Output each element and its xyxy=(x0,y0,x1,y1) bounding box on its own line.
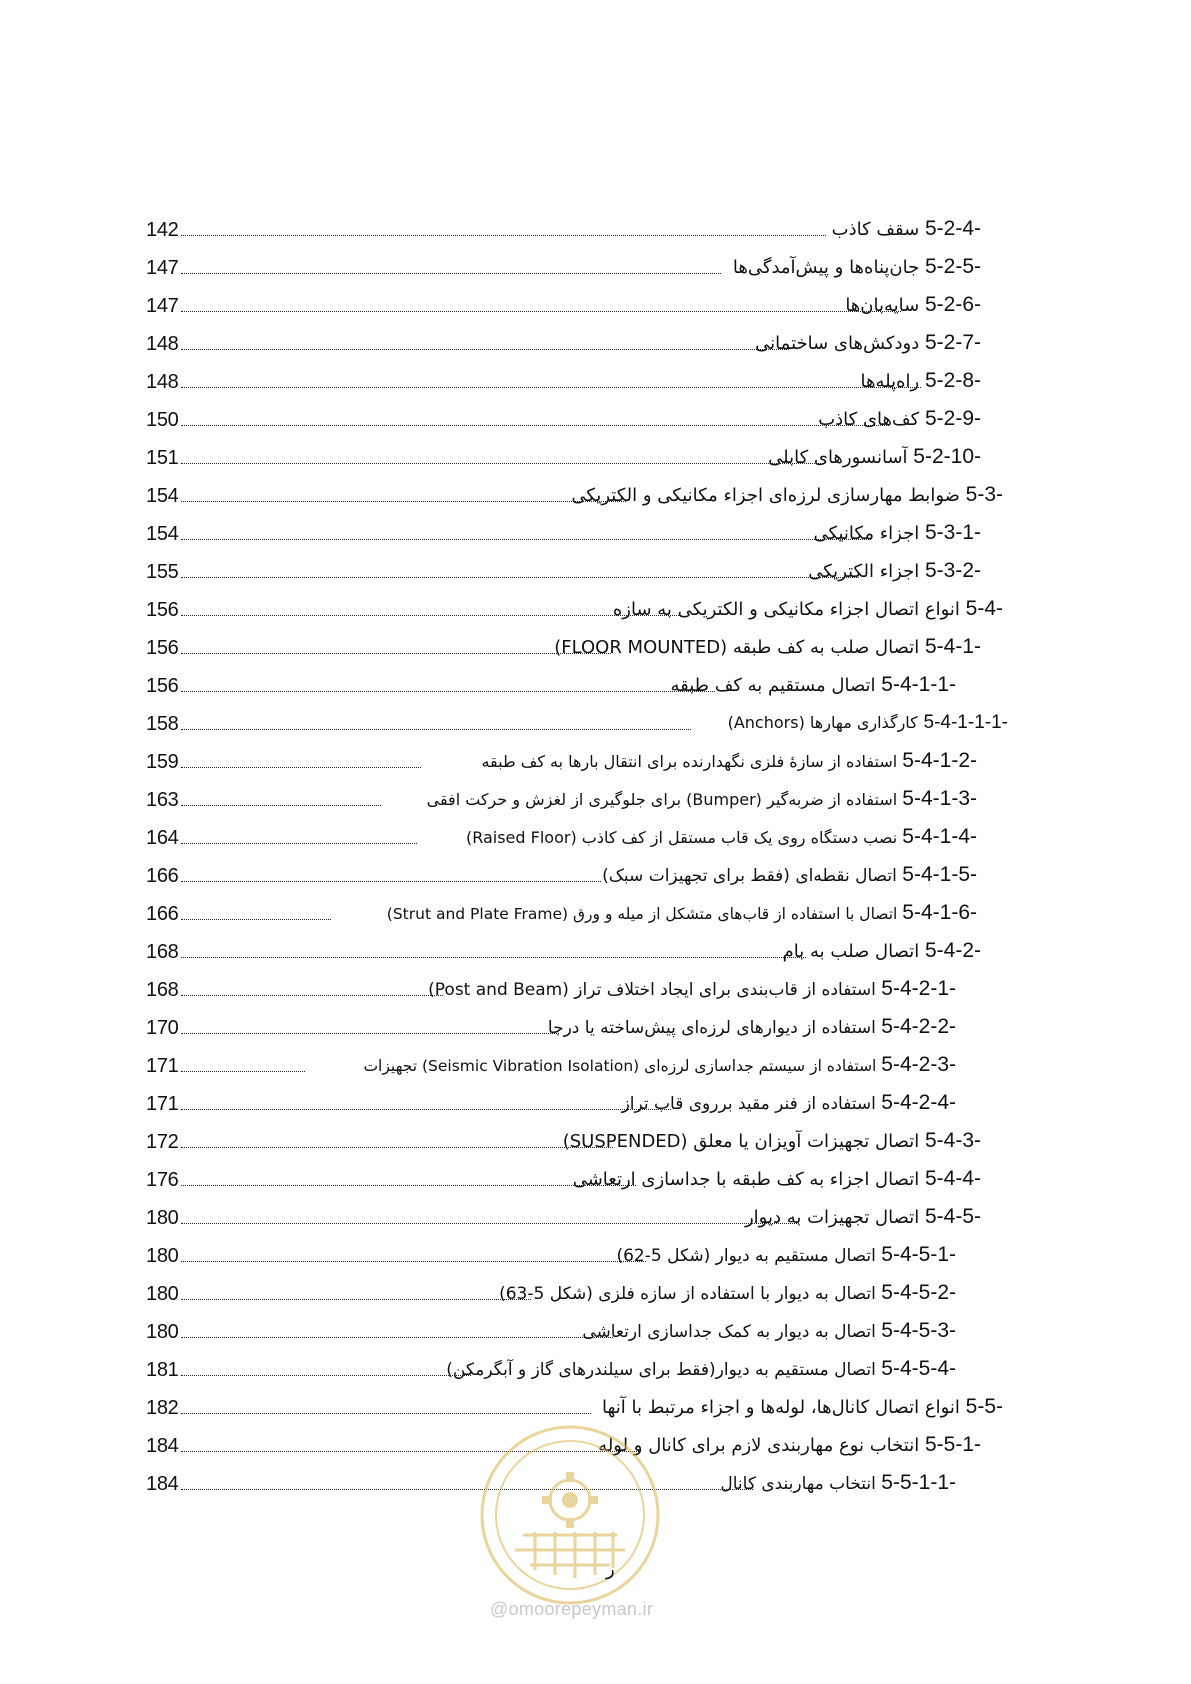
page-number: 156 xyxy=(146,637,179,659)
section-number: 5-4-1-3- xyxy=(902,787,977,810)
section-number: 5-3-2- xyxy=(924,559,981,582)
section-title: اتصال نقطه‌ای (فقط برای تجهیزات سبک) xyxy=(602,866,897,886)
toc-entry xyxy=(602,1393,1003,1422)
dot-leader xyxy=(181,1375,471,1376)
section-number: 5-4-4- xyxy=(924,1167,981,1190)
toc-entry xyxy=(573,1165,981,1194)
watermark-url: @omoorepeyman.ir xyxy=(490,1599,654,1619)
toc-row[interactable] xyxy=(0,480,1191,518)
page-number: 171 xyxy=(146,1055,179,1077)
toc-entry xyxy=(466,823,977,852)
section-title: انواع اتصال اجزاء مکانیکی و الکتریکی به سازه xyxy=(612,599,960,620)
section-title: استفاده از فنر مقید برروی قاب تراز xyxy=(621,1094,876,1114)
toc-entry xyxy=(446,1355,956,1384)
toc-row[interactable] xyxy=(0,1316,1191,1354)
section-title: کارگذاری مهارها (Anchors) xyxy=(727,713,918,732)
page-number: 170 xyxy=(146,1017,179,1039)
section-title: اجزاء الکتریکی xyxy=(808,561,920,582)
page-number: 151 xyxy=(146,447,179,469)
toc-entry xyxy=(481,747,977,776)
watermark-seal-logo xyxy=(475,1420,665,1610)
section-title: استفاده از سیستم جداسازی لرزه‌ای (Seismic Vibration Isolation) تجهیزات xyxy=(363,1057,877,1075)
toc-row[interactable] xyxy=(0,1240,1191,1278)
toc-row[interactable] xyxy=(0,366,1191,404)
page-number: 168 xyxy=(146,941,179,963)
toc-entry xyxy=(818,405,981,434)
section-title: اتصال به دیوار با استفاده از سازه فلزی (شکل 5-63) xyxy=(499,1284,876,1304)
dot-leader xyxy=(181,387,921,388)
section-number: 5-4-2-4- xyxy=(881,1091,956,1114)
section-number: 5-4-1-6- xyxy=(902,901,977,924)
page-number: 150 xyxy=(146,409,179,431)
toc-entry xyxy=(499,1279,956,1308)
section-title: جان‌پناه‌ها و پیش‌آمدگی‌ها xyxy=(732,257,920,278)
toc-row[interactable] xyxy=(0,1202,1191,1240)
dot-leader xyxy=(181,1489,753,1490)
page-letter: ر xyxy=(606,1559,615,1580)
toc-entry xyxy=(613,595,1003,624)
page-number: 148 xyxy=(146,371,179,393)
dot-leader xyxy=(181,463,823,464)
page-number: 154 xyxy=(146,485,179,507)
section-title: استفاده از سازهٔ فلزی نگهدارنده برای انتقال بارها به کف طبقه xyxy=(481,752,898,771)
dot-leader xyxy=(181,957,806,958)
section-title: اتصال صلب به کف طبقه (FLOOR MOUNTED) xyxy=(554,637,920,658)
toc-row[interactable] xyxy=(0,1088,1191,1126)
toc-row[interactable] xyxy=(0,898,1191,936)
page-number: 184 xyxy=(146,1473,179,1495)
toc-entry xyxy=(814,519,981,548)
dot-leader xyxy=(181,729,691,730)
section-number: 5-4-2-3- xyxy=(881,1053,956,1076)
toc-row[interactable] xyxy=(0,442,1191,480)
section-title: انواع اتصال کانال‌ها، لوله‌ها و اجزاء مرتبط با آنها xyxy=(601,1397,960,1418)
section-title: آسانسورهای کابلی xyxy=(768,447,908,468)
section-title: اتصال مستقیم به دیوار(فقط برای سیلندرهای گاز و آبگرمکن) xyxy=(446,1360,876,1380)
section-number: 5-2-10- xyxy=(913,445,981,468)
dot-leader xyxy=(181,1033,559,1034)
page-number: 176 xyxy=(146,1169,179,1191)
section-title: سایه‌بان‌ها xyxy=(845,295,920,316)
toc-row[interactable] xyxy=(0,974,1191,1012)
toc-entry xyxy=(554,633,981,662)
toc-row[interactable] xyxy=(0,632,1191,670)
page-number: 155 xyxy=(146,561,179,583)
dot-leader xyxy=(181,653,611,654)
dot-leader xyxy=(181,767,421,768)
section-title: اجزاء مکانیکی xyxy=(813,523,920,544)
toc-entry xyxy=(768,443,981,472)
section-number: 5-4-2- xyxy=(924,939,981,962)
toc-entry xyxy=(616,1241,956,1270)
dot-leader xyxy=(181,1337,613,1338)
toc-entry xyxy=(733,253,981,282)
dot-leader xyxy=(181,615,679,616)
dot-leader xyxy=(181,501,626,502)
section-title: اتصال تجهیزات آویزان یا معلق (SUSPENDED) xyxy=(562,1131,920,1152)
page-number: 180 xyxy=(146,1245,179,1267)
toc-row[interactable] xyxy=(0,1012,1191,1050)
section-number: 5-5-1-1- xyxy=(881,1471,956,1494)
dot-leader xyxy=(181,1223,799,1224)
section-number: 5-4-1-1-1- xyxy=(923,712,1008,733)
section-number: 5-2-9- xyxy=(924,407,981,430)
section-number: 5-2-5- xyxy=(924,255,981,278)
section-title: ضوابط مهارسازی لرزه‌ای اجزاء مکانیکی و الکتریکی xyxy=(571,485,960,506)
page-number: 180 xyxy=(146,1321,179,1343)
section-title: انتخاب مهاربندی کانال xyxy=(720,1474,876,1494)
section-title: اتصال به دیوار به کمک جداسازی ارتعاشی xyxy=(582,1322,876,1342)
page-number: 164 xyxy=(146,827,179,849)
dot-leader xyxy=(181,539,871,540)
dot-leader xyxy=(181,1071,305,1072)
section-title: راه‌پله‌ها xyxy=(860,371,920,392)
toc-entry xyxy=(720,1469,956,1498)
toc-row[interactable] xyxy=(0,404,1191,442)
dot-leader xyxy=(181,311,901,312)
toc-entry xyxy=(427,785,977,814)
page-number: 168 xyxy=(146,979,179,1001)
section-number: 5-4-1-4- xyxy=(902,825,977,848)
page-number: 156 xyxy=(146,599,179,621)
page-number: 142 xyxy=(146,219,179,241)
page-number: 180 xyxy=(146,1283,179,1305)
toc-row[interactable] xyxy=(0,1278,1191,1316)
toc-row[interactable] xyxy=(0,328,1191,366)
section-number: 5-3- xyxy=(965,483,1003,506)
toc-entry xyxy=(783,937,981,966)
toc-row[interactable] xyxy=(0,708,1191,746)
section-number: 5-4-5-4- xyxy=(881,1357,956,1380)
toc-entry xyxy=(670,671,956,700)
section-number: 5-2-7- xyxy=(924,331,981,354)
section-number: 5-2-8- xyxy=(924,369,981,392)
toc-row[interactable] xyxy=(0,746,1191,784)
section-title: اتصال با استفاده از قاب‌های متشکل از میله و ورق (Strut and Plate Frame) xyxy=(386,905,898,923)
toc-entry xyxy=(363,1051,956,1080)
toc-entry xyxy=(728,709,1008,737)
section-number: 5-4-1- xyxy=(924,635,981,658)
page-number: 182 xyxy=(146,1397,179,1419)
section-title: دودکش‌های ساختمانی xyxy=(755,333,920,354)
toc-entry xyxy=(582,1317,956,1346)
dot-leader xyxy=(181,349,789,350)
section-number: 5-4-5-3- xyxy=(881,1319,956,1342)
toc-row[interactable] xyxy=(0,1354,1191,1392)
dot-leader xyxy=(181,691,715,692)
page-number: 166 xyxy=(146,903,179,925)
section-title: کف‌های کاذب xyxy=(818,409,920,430)
dot-leader xyxy=(181,1413,591,1414)
toc-entry xyxy=(563,1127,981,1156)
dot-leader xyxy=(181,1299,531,1300)
toc-row[interactable] xyxy=(0,822,1191,860)
toc-entry xyxy=(622,1089,956,1118)
toc-row[interactable] xyxy=(0,1126,1191,1164)
section-title: سقف کاذب xyxy=(831,219,920,240)
dot-leader xyxy=(181,235,826,236)
toc-row[interactable] xyxy=(0,784,1191,822)
dot-leader xyxy=(181,1185,636,1186)
toc-row[interactable] xyxy=(0,518,1191,556)
section-number: 5-5- xyxy=(965,1395,1003,1418)
toc-entry xyxy=(602,861,977,890)
toc-entry xyxy=(548,1013,956,1042)
page-number: 181 xyxy=(146,1359,179,1381)
toc-row[interactable] xyxy=(0,594,1191,632)
section-number: 5-4-2-2- xyxy=(881,1015,956,1038)
page-number: 180 xyxy=(146,1207,179,1229)
toc-entry xyxy=(428,975,956,1004)
page-number: 171 xyxy=(146,1093,179,1115)
section-title: نصب دستگاه روی یک قاب مستقل از کف کاذب (Raised Floor) xyxy=(465,828,898,847)
toc-entry xyxy=(387,899,977,928)
section-number: 5-4-5-1- xyxy=(881,1243,956,1266)
page-number: 166 xyxy=(146,865,179,887)
section-number: 5-4-5-2- xyxy=(881,1281,956,1304)
toc-entry xyxy=(832,215,981,244)
dot-leader xyxy=(181,577,859,578)
page-number: 154 xyxy=(146,523,179,545)
page-number: 148 xyxy=(146,333,179,355)
dot-leader xyxy=(181,1261,646,1262)
section-title: اتصال مستقیم به کف طبقه xyxy=(670,675,876,696)
toc-entry xyxy=(808,557,981,586)
toc-row[interactable] xyxy=(0,290,1191,328)
dot-leader xyxy=(181,273,721,274)
toc-row[interactable] xyxy=(0,936,1191,974)
section-title: اتصال اجزاء به کف طبقه با جداسازی ارتعاشی xyxy=(572,1169,920,1190)
page-number: 159 xyxy=(146,751,179,773)
toc-entry xyxy=(845,291,981,320)
section-number: 5-2-4- xyxy=(924,217,981,240)
page-number: 147 xyxy=(146,295,179,317)
page-number: 158 xyxy=(146,713,179,735)
dot-leader xyxy=(181,881,601,882)
toc-row[interactable] xyxy=(0,252,1191,290)
dot-leader xyxy=(181,919,331,920)
page-number: 184 xyxy=(146,1435,179,1457)
toc-row[interactable] xyxy=(0,860,1191,898)
section-number: 5-3-1- xyxy=(924,521,981,544)
dot-leader xyxy=(181,1147,613,1148)
section-number: 5-5-1- xyxy=(924,1433,981,1456)
section-title: اتصال تجهیزات به دیوار xyxy=(744,1207,920,1228)
section-number: 5-4-1-5- xyxy=(902,863,977,886)
page-number: 147 xyxy=(146,257,179,279)
section-number: 5-4-5- xyxy=(924,1205,981,1228)
section-number: 5-4- xyxy=(965,597,1003,620)
section-title: اتصال مستقیم به دیوار (شکل 5-62) xyxy=(616,1246,876,1266)
dot-leader xyxy=(181,995,443,996)
section-number: 5-4-1-2- xyxy=(902,749,977,772)
toc-entry xyxy=(861,367,982,396)
section-title: انتخاب نوع مهاربندی لازم برای کانال و لوله xyxy=(598,1435,920,1456)
toc-entry xyxy=(755,329,981,358)
page-number: 163 xyxy=(146,789,179,811)
toc-entry xyxy=(571,481,1003,510)
section-title: استفاده از دیوارهای لرزه‌ای پیش‌ساخته یا درجا xyxy=(547,1018,876,1038)
page-number: 172 xyxy=(146,1131,179,1153)
toc-row[interactable] xyxy=(0,1164,1191,1202)
toc-row[interactable] xyxy=(0,214,1191,252)
dot-leader xyxy=(181,425,889,426)
toc-entry xyxy=(745,1203,981,1232)
toc-row[interactable] xyxy=(0,556,1191,594)
section-number: 5-2-6- xyxy=(924,293,981,316)
page-number: 156 xyxy=(146,675,179,697)
toc-row[interactable] xyxy=(0,1050,1191,1088)
toc-row[interactable] xyxy=(0,670,1191,708)
dot-leader xyxy=(181,805,381,806)
dot-leader xyxy=(181,843,417,844)
section-title: اتصال صلب به بام xyxy=(782,941,920,962)
section-title: استفاده از ضربه‌گیر (Bumper) برای جلوگیری از لغزش و حرکت افقی xyxy=(426,790,898,809)
section-title: استفاده از قاب‌بندی برای ایجاد اختلاف تراز (Post and Beam) xyxy=(428,980,876,1000)
section-number: 5-4-2-1- xyxy=(881,977,956,1000)
section-number: 5-4-1-1- xyxy=(881,673,956,696)
section-number: 5-4-3- xyxy=(924,1129,981,1152)
dot-leader xyxy=(181,1109,671,1110)
